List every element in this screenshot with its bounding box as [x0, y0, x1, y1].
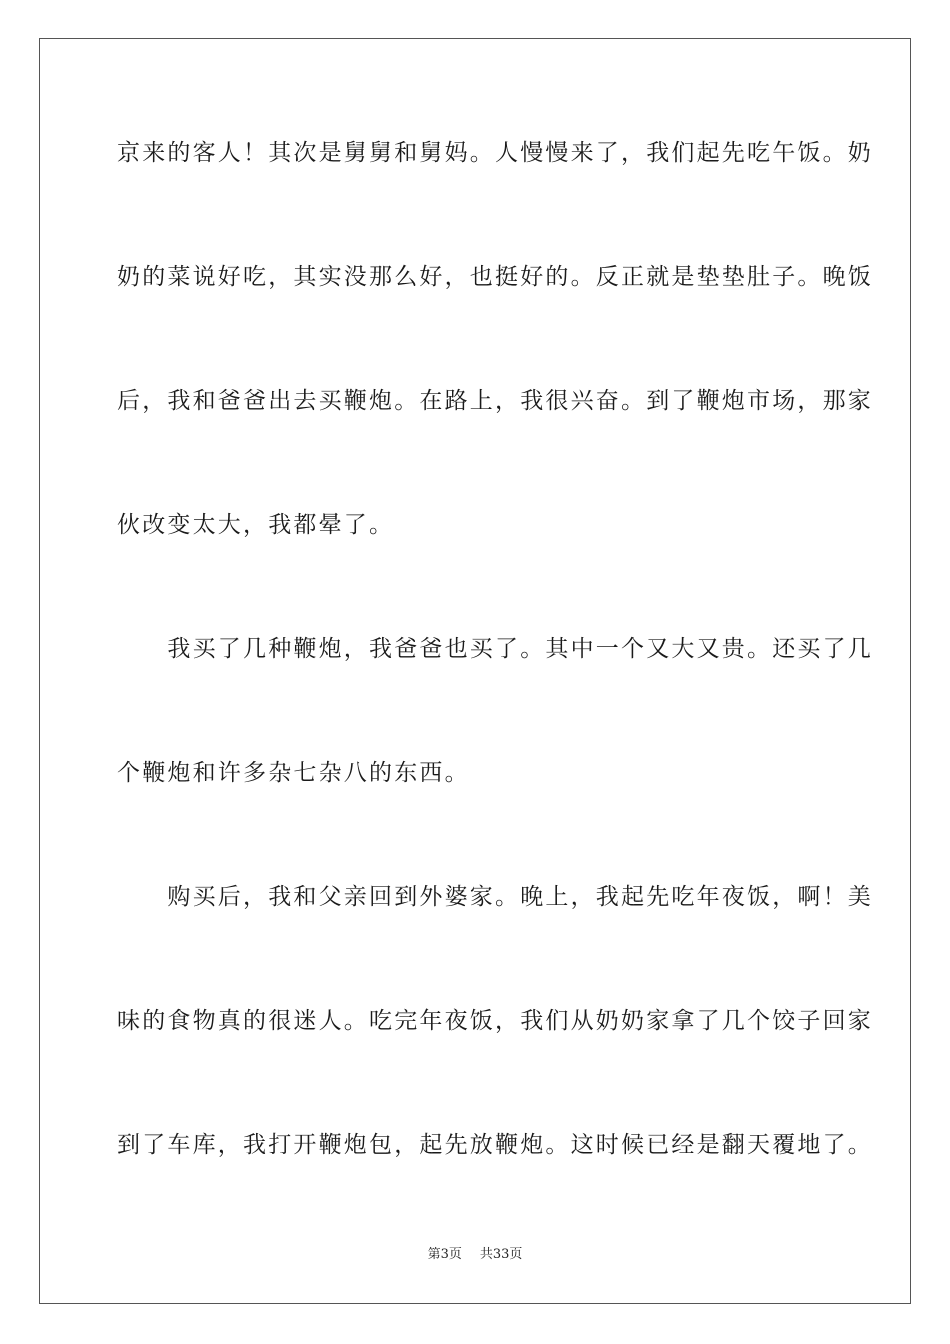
text-line: 伙改变太大，我都晕了。	[117, 512, 395, 538]
text-line: 后，我和爸爸出去买鞭炮。在路上，我很兴奋。到了鞭炮市场，那家	[117, 388, 873, 414]
text-line: 奶的菜说好吃，其实没那么好，也挺好的。反正就是垫垫肚子。晚饭	[117, 264, 873, 290]
text-line: 个鞭炮和许多杂七杂八的东西。	[117, 760, 470, 786]
text-line: 味的食物真的很迷人。吃完年夜饭，我们从奶奶家拿了几个饺子回家	[117, 1008, 873, 1034]
text-line: 京来的客人！其次是舅舅和舅妈。人慢慢来了，我们起先吃午饭。奶	[117, 140, 873, 166]
page-number-total: 共33页	[479, 1247, 523, 1262]
page-border	[39, 38, 911, 1304]
page-footer	[0, 1246, 950, 1264]
text-line: 我买了几种鞭炮，我爸爸也买了。其中一个又大又贵。还买了几	[117, 636, 873, 662]
text-line: 到了车库，我打开鞭炮包，起先放鞭炮。这时候已经是翻天覆地了。	[117, 1132, 873, 1158]
page-number-current: 第3页	[427, 1247, 462, 1262]
text-line: 购买后，我和父亲回到外婆家。晚上，我起先吃年夜饭，啊！美	[117, 884, 873, 910]
